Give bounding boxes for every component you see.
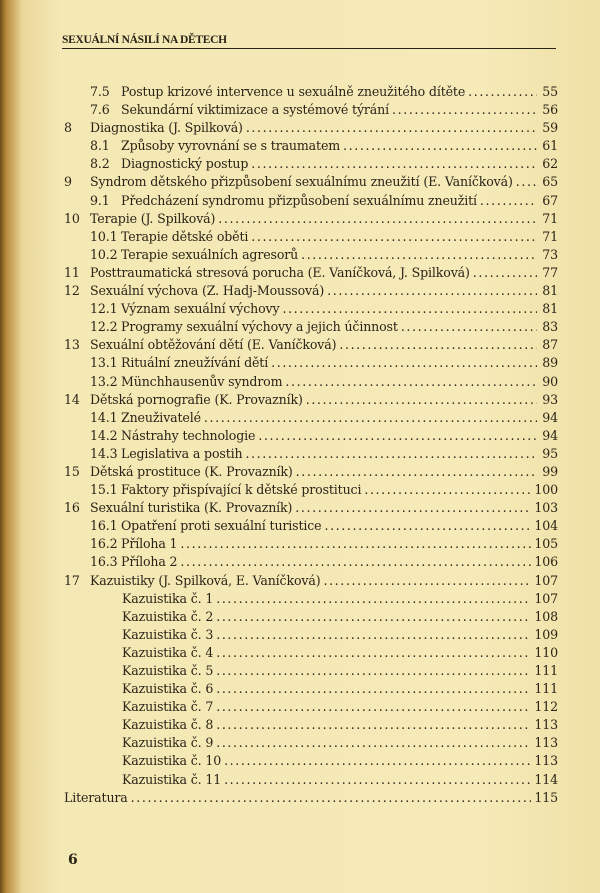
page-number: 6 <box>68 852 78 868</box>
toc-title: Dětská prostituce (K. Provazník) <box>90 463 293 479</box>
toc-chapter-number: 11 <box>64 264 80 280</box>
toc-page-number: 87 <box>542 337 558 353</box>
leader-dots <box>323 572 531 590</box>
toc-title: Kazuistiky (J. Spilková, E. Vaníčková) <box>90 572 321 588</box>
leader-dots <box>364 481 531 499</box>
toc-entry <box>64 373 558 391</box>
leader-dots <box>258 427 537 445</box>
toc-page-number: 95 <box>542 445 558 461</box>
leader-dots <box>204 409 537 427</box>
toc-chapter-number: 8 <box>64 120 72 136</box>
toc-chapter-number: 12 <box>64 283 80 299</box>
toc-page-number: 107 <box>534 572 558 588</box>
toc-entry <box>64 119 558 137</box>
toc-title: Posttraumatická stresová porucha (E. Vaníčková, J. Spilková) <box>90 264 470 280</box>
toc-entry <box>64 192 558 210</box>
leader-dots <box>251 155 537 173</box>
leader-dots <box>216 716 531 734</box>
toc-page-number: 111 <box>534 681 558 697</box>
toc-title: Kazuistika č. 11 <box>122 771 222 787</box>
toc-page-number: 89 <box>542 355 558 371</box>
toc-section-number: 7.6 <box>90 102 110 118</box>
leader-dots <box>339 336 537 354</box>
toc-entry <box>64 608 558 626</box>
toc-section-number: 12.2 <box>90 319 118 335</box>
toc-title: Kazuistika č. 9 <box>122 735 214 751</box>
leader-dots <box>468 83 537 101</box>
leader-dots <box>245 445 537 463</box>
toc-title: Kazuistika č. 6 <box>122 681 214 697</box>
indent <box>64 553 90 571</box>
toc-page-number: 61 <box>542 138 558 154</box>
toc-page-number: 81 <box>542 283 558 299</box>
toc-title: Literatura <box>64 789 128 805</box>
toc-title: Sexuální obtěžování dětí (E. Vaníčková) <box>90 337 337 353</box>
indent <box>64 481 90 499</box>
toc-entry <box>64 517 558 535</box>
toc-title: Rituální zneužívání dětí <box>121 355 269 371</box>
toc-chapter-number: 14 <box>64 391 80 407</box>
toc-title: Nástrahy technologie <box>121 427 256 443</box>
toc-title: Terapie (J. Spilková) <box>90 210 216 226</box>
indent <box>64 752 122 770</box>
leader-dots <box>324 517 531 535</box>
indent <box>64 137 90 155</box>
toc-page-number: 67 <box>542 192 558 208</box>
toc-title: Kazuistika č. 4 <box>122 644 214 660</box>
toc-entry <box>64 553 558 571</box>
toc-section-number: 16.3 <box>90 554 118 570</box>
toc-page-number: 106 <box>534 554 558 570</box>
toc-page-number: 62 <box>542 156 558 172</box>
toc-page-number: 114 <box>534 771 558 787</box>
toc-section-number: 13.2 <box>90 373 118 389</box>
leader-dots <box>285 373 537 391</box>
toc-title: Kazuistika č. 8 <box>122 717 214 733</box>
toc-entry <box>64 173 558 191</box>
toc-chapter-number: 13 <box>64 337 80 353</box>
indent <box>64 354 90 372</box>
toc-title: Způsoby vyrovnání se s traumatem <box>121 138 341 154</box>
toc-chapter-number: 17 <box>64 572 80 588</box>
leader-dots <box>295 499 531 517</box>
indent <box>64 644 122 662</box>
indent <box>64 771 122 789</box>
toc-page-number: 73 <box>542 246 558 262</box>
leader-dots <box>216 644 531 662</box>
toc-entry <box>64 662 558 680</box>
indent <box>64 517 90 535</box>
toc-section-number: 13.1 <box>90 355 118 371</box>
toc-title: Kazuistika č. 5 <box>122 663 214 678</box>
toc-section-number: 14.3 <box>90 445 118 461</box>
toc-entry <box>64 590 558 608</box>
toc-entry <box>64 535 558 553</box>
toc-section-number: 10.2 <box>90 246 118 262</box>
toc-title: Postup krizové intervence u sexuálně zneužitého dítěte <box>121 84 466 99</box>
leader-dots <box>271 354 537 372</box>
toc-title: Příloha 1 <box>121 536 178 552</box>
toc-entry <box>64 734 558 752</box>
toc-entry <box>64 409 558 427</box>
leader-dots <box>216 662 531 680</box>
toc-page-number: 100 <box>534 482 558 498</box>
toc-entry <box>64 318 558 336</box>
leader-dots <box>327 282 537 300</box>
indent <box>64 626 122 644</box>
leader-dots <box>216 680 531 698</box>
leader-dots <box>516 173 537 191</box>
indent <box>64 608 122 626</box>
toc-title: Terapie sexuálních agresorů <box>121 246 299 262</box>
toc-page-number: 71 <box>542 228 558 244</box>
toc-page-number: 59 <box>542 120 558 136</box>
toc-page-number: 103 <box>534 500 558 516</box>
indent <box>64 427 90 445</box>
toc-entry <box>64 264 558 282</box>
toc-page-number: 105 <box>534 536 558 552</box>
toc-entry <box>64 626 558 644</box>
toc-title: Diagnostika (J. Spilková) <box>90 120 243 136</box>
toc-page-number: 55 <box>542 84 558 99</box>
leader-dots <box>282 300 537 318</box>
toc-entry <box>64 463 558 481</box>
toc-page-number: 111 <box>534 663 558 678</box>
toc-section-number: 12.1 <box>90 301 118 317</box>
toc-page-number: 108 <box>534 608 558 624</box>
toc-title: Kazuistika č. 10 <box>122 753 222 769</box>
toc-chapter-number: 10 <box>64 210 80 226</box>
indent <box>64 373 90 391</box>
leader-dots <box>180 553 531 571</box>
indent <box>64 535 90 553</box>
toc-page-number: 77 <box>542 264 558 280</box>
toc-entry <box>64 680 558 698</box>
toc-title: Faktory přispívající k dětské prostituci <box>121 482 362 498</box>
toc-page-number: 115 <box>534 789 558 805</box>
toc-page-number: 99 <box>542 463 558 479</box>
toc-chapter-number: 16 <box>64 500 80 516</box>
toc-entry <box>64 644 558 662</box>
indent <box>64 662 122 680</box>
toc-section-number: 10.1 <box>90 228 118 244</box>
toc-page-number: 94 <box>542 409 558 425</box>
indent <box>64 192 90 210</box>
toc-page-number: 83 <box>542 319 558 335</box>
toc-page-number: 71 <box>542 210 558 226</box>
indent <box>64 228 90 246</box>
toc-title: Programy sexuální výchovy a jejich účinnost <box>121 319 398 335</box>
indent <box>64 698 122 716</box>
toc-chapter-number: 9 <box>64 174 72 190</box>
leader-dots <box>246 119 537 137</box>
toc-entry <box>64 391 558 409</box>
toc-title: Kazuistika č. 7 <box>122 699 214 715</box>
toc-chapter-number: 15 <box>64 463 80 479</box>
indent <box>64 680 122 698</box>
toc-entry <box>64 210 558 228</box>
toc-page-number: 104 <box>534 518 558 534</box>
leader-dots <box>216 608 531 626</box>
indent <box>64 318 90 336</box>
toc-entry <box>64 354 558 372</box>
toc-entry <box>64 300 558 318</box>
toc-entry <box>64 101 558 119</box>
toc-entry <box>64 246 558 264</box>
toc-entry <box>64 282 558 300</box>
toc-entry <box>64 83 558 101</box>
toc-title: Sexuální výchova (Z. Hadj-Moussová) <box>90 283 325 299</box>
leader-dots <box>251 228 537 246</box>
toc-section-number: 9.1 <box>90 192 110 208</box>
indent <box>64 445 90 463</box>
toc-title: Příloha 2 <box>121 554 178 570</box>
leader-dots <box>473 264 537 282</box>
leader-dots <box>224 752 531 770</box>
toc-title: Dětská pornografie (K. Provazník) <box>90 391 303 407</box>
toc-title: Kazuistika č. 3 <box>122 626 214 642</box>
toc-title: Význam sexuální výchovy <box>121 301 280 317</box>
toc-section-number: 14.1 <box>90 409 118 425</box>
toc-entry <box>64 445 558 463</box>
leader-dots <box>306 391 537 409</box>
toc-page-number: 112 <box>534 699 558 715</box>
toc-title: Terapie dětské oběti <box>121 228 249 244</box>
indent <box>64 101 90 119</box>
toc-section-number: 16.1 <box>90 518 118 534</box>
toc-page-number: 113 <box>534 717 558 733</box>
toc-entry <box>64 716 558 734</box>
toc-section-number: 7.5 <box>90 84 110 99</box>
toc-entry <box>64 481 558 499</box>
leader-dots <box>218 210 537 228</box>
leader-dots <box>216 626 531 644</box>
toc-entry <box>64 155 558 173</box>
leader-dots <box>343 137 537 155</box>
toc-entry <box>64 427 558 445</box>
indent <box>64 155 90 173</box>
leader-dots <box>296 463 537 481</box>
toc-title: Kazuistika č. 1 <box>122 590 214 606</box>
toc-title: Sexuální turistika (K. Provazník) <box>90 500 293 516</box>
toc-title: Předcházení syndromu přizpůsobení sexuálnímu zneužití <box>121 192 477 208</box>
toc-section-number: 8.1 <box>90 138 110 154</box>
indent <box>64 409 90 427</box>
toc-section-number: 14.2 <box>90 427 118 443</box>
toc-title: Sekundární viktimizace a systémové týrání <box>121 102 390 118</box>
toc-entry <box>64 789 558 807</box>
table-of-contents <box>64 83 558 807</box>
indent <box>64 734 122 752</box>
toc-title: Zneuživatelé <box>121 409 201 425</box>
toc-title: Kazuistika č. 2 <box>122 608 214 624</box>
toc-entry <box>64 771 558 789</box>
toc-page-number: 110 <box>534 644 558 660</box>
toc-entry <box>64 698 558 716</box>
toc-title: Diagnostický postup <box>121 156 249 172</box>
toc-page-number: 90 <box>542 373 558 389</box>
indent <box>64 246 90 264</box>
leader-dots <box>401 318 537 336</box>
toc-entry <box>64 499 558 517</box>
leader-dots <box>224 771 531 789</box>
toc-page-number: 107 <box>534 590 558 606</box>
indent <box>64 300 90 318</box>
leader-dots <box>131 789 532 807</box>
toc-title: Opatření proti sexuální turistice <box>121 518 322 534</box>
leader-dots <box>180 535 531 553</box>
leader-dots <box>216 734 531 752</box>
toc-title: Syndrom dětského přizpůsobení sexuálnímu zneužití (E. Vaníčková) <box>90 174 513 190</box>
leader-dots <box>392 101 537 119</box>
toc-section-number: 15.1 <box>90 482 118 498</box>
indent <box>64 83 90 101</box>
toc-page-number: 94 <box>542 427 558 443</box>
toc-page-number: 113 <box>534 735 558 751</box>
running-header: SEXUÁLNÍ NÁSILÍ NA DĚTECH <box>62 34 556 49</box>
toc-entry <box>64 228 558 246</box>
leader-dots <box>216 590 531 608</box>
leader-dots <box>301 246 537 264</box>
toc-page-number: 65 <box>542 174 558 190</box>
indent <box>64 590 122 608</box>
toc-section-number: 16.2 <box>90 536 118 552</box>
toc-entry <box>64 572 558 590</box>
leader-dots <box>216 698 531 716</box>
toc-section-number: 8.2 <box>90 156 110 172</box>
toc-title: Münchhausenův syndrom <box>121 373 283 389</box>
toc-page-number: 93 <box>542 391 558 407</box>
toc-entry <box>64 336 558 354</box>
leader-dots <box>480 192 537 210</box>
toc-page-number: 81 <box>542 301 558 317</box>
toc-page-number: 113 <box>534 753 558 769</box>
toc-title: Legislativa a postih <box>121 445 243 461</box>
indent <box>64 716 122 734</box>
toc-page-number: 109 <box>534 626 558 642</box>
toc-entry <box>64 137 558 155</box>
toc-entry <box>64 752 558 770</box>
toc-page-number: 56 <box>542 102 558 118</box>
